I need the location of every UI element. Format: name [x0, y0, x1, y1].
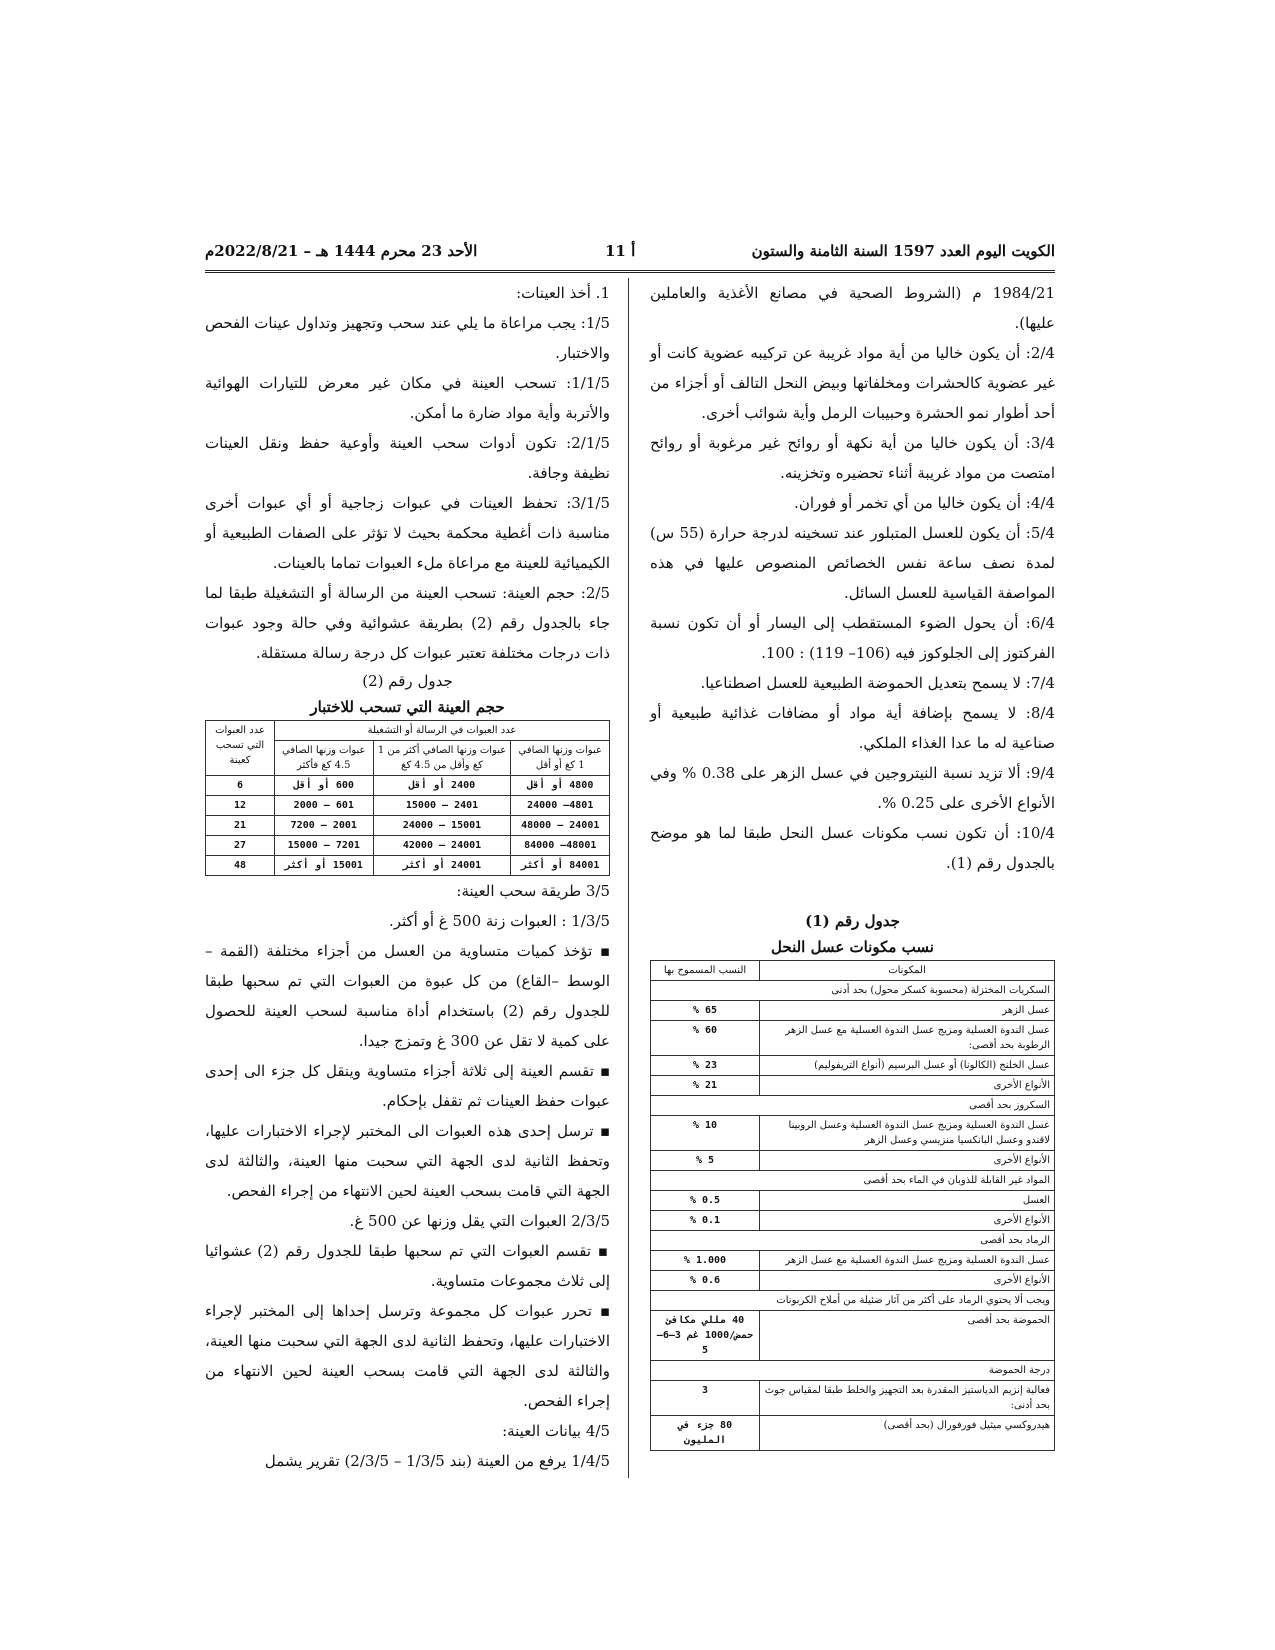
table1-component-cell: عسل الخلنج (الكالونا) أو عسل البرسيم (أنواع التريفوليم): [760, 1056, 1055, 1076]
table2-cell: 24001 – 48000: [511, 816, 610, 836]
paragraph: 1/1/5: تسحب العينة في مكان غير معرض للتيارات الهوائية والأتربة وأية مواد ضارة ما أمكن.: [205, 374, 610, 422]
header-rule: [205, 270, 1055, 273]
table1-allowed-cell: 0.6 %: [651, 1271, 760, 1291]
paragraph: 3/4: أن يكون خاليا من أية نكهة أو روائح غير مرغوبة أو روائح امتصت من مواد غريبة أثناء تحضيره وتخزينه.: [650, 434, 1055, 482]
paragraph: 3/1/5: تحفظ العينات في عبوات زجاجية أو أي عبوات أخرى مناسبة ذات أغطية محكمة بحيث لا تؤثر على الصفات الطبيعية أو الكيميائية للعينة مع مراعاة ملء العبوات تماما بالعينات.: [205, 494, 610, 572]
table2-cell: 15001 أو أكثر: [275, 856, 374, 876]
left-column: [205, 278, 610, 1476]
table2-cell: 84001 أو أكثر: [511, 856, 610, 876]
table-row: [651, 1021, 1055, 1056]
table1-honey-components: [650, 960, 1055, 1451]
paragraph: 7/4: لا يسمح بتعديل الحموضة الطبيعية للعسل اصطناعيا.: [700, 674, 1055, 692]
header-date: الأحد 23 محرم 1444 هـ – 2022/8/21م: [205, 242, 478, 260]
table1-allowed-cell: 23 %: [651, 1056, 760, 1076]
table-row: [651, 1211, 1055, 1231]
table2-cell: 24001 – 42000: [373, 836, 511, 856]
paragraph: ▪ تقسم العبوات التي تم سحبها طبقا للجدول رقم (2) عشوائيا إلى ثلاث مجموعات متساوية.: [205, 1242, 610, 1290]
table1-allowed-cell: 80 جزء في المليون: [651, 1416, 760, 1451]
table2-cell: 15001 – 24000: [373, 816, 511, 836]
right-column: [650, 278, 1055, 1451]
table1-title: نسب مكونات عسل النحل: [771, 938, 934, 956]
page-header: [205, 238, 1055, 268]
table2-cell: 27: [206, 836, 275, 856]
table1-component-cell: الأنواع الأخرى: [760, 1076, 1055, 1096]
table2-cell: 2001 – 7200: [275, 816, 374, 836]
table-row: [206, 836, 610, 856]
table1-component-cell: عسل الندوة العسلية ومزيج عسل الندوة العسلية وعسل الروبينا لاقندو وعسل البانكسيا منزيسي وعسل الزهر: [760, 1116, 1055, 1151]
table2-head-c1: عبوات وزنها الصافي 1 كغ أو أقل: [511, 741, 610, 776]
table1-component-cell: الأنواع الأخرى: [760, 1271, 1055, 1291]
table1-component-cell: الأنواع الأخرى: [760, 1211, 1055, 1231]
table-row: [651, 1001, 1055, 1021]
table2-sample-size: [205, 720, 610, 876]
paragraph: 1/5: يجب مراعاة ما يلي عند سحب وتجهيز وتداول عينات الفحص والاختبار.: [205, 314, 610, 362]
table-row: [206, 856, 610, 876]
table1-section-label: الرماد بحد أقصى: [651, 1231, 1055, 1251]
paragraph: ▪ تحرر عبوات كل مجموعة وترسل إحداها إلى المختبر لإجراء الاختبارات عليها، وتحفظ الثانية لدى الجهة التي سحبت منها العينة، والثالثة لدى الجهة التي قامت بسحب العينة لحين الانتهاء من إجراء الفحص.: [205, 1302, 610, 1410]
table1-component-cell: الأنواع الأخرى: [760, 1151, 1055, 1171]
table-row: [651, 1416, 1055, 1451]
table1-section-label: السكريات المختزلة (محسوبة كسكر محول) بحد أدنى: [651, 981, 1055, 1001]
table2-cell: 21: [206, 816, 275, 836]
table-row: [206, 816, 610, 836]
table1-caption: جدول رقم (1): [805, 912, 900, 930]
paragraph: ▪ تقسم العينة إلى ثلاثة أجزاء متساوية وينقل كل جزء الى إحدى عبوات حفظ العينات ثم تقفل بإحكام.: [205, 1062, 610, 1110]
table-row: [651, 1291, 1055, 1311]
table-row: [651, 1191, 1055, 1211]
table-row: [651, 1361, 1055, 1381]
table2-head-c3: عبوات وزنها الصافي 4.5 كغ فأكثر: [275, 741, 374, 776]
table-row: [206, 796, 610, 816]
table-row: [651, 1271, 1055, 1291]
table-row: [651, 1116, 1055, 1151]
left-column-text-bottom: [205, 876, 610, 1476]
paragraph: 6/4: أن يحول الضوء المستقطب إلى اليسار أو أن تكون نسبة الفركتوز إلى الجلوكوز فيه (106– 119) : 100.: [650, 614, 1055, 662]
table1-section-label: درجة الحموضة: [651, 1361, 1055, 1381]
table1-allowed-cell: 0.1 %: [651, 1211, 760, 1231]
table1-component-cell: فعالية إنزيم الدياستيز المقدرة بعد التجهيز والخلط طبقا لمقياس جوث بحد أدنى:: [760, 1381, 1055, 1416]
paragraph: 4/4: أن يكون خاليا من أي تخمر أو فوران.: [794, 494, 1055, 512]
paragraph: 5/4: أن يكون للعسل المتبلور عند تسخينه لدرجة حرارة (55 س) لمدة نصف ساعة نفس الخصائص المنصوص عليها في هذه المواصفة القياسية للعسل السائل.: [650, 524, 1055, 602]
table1-head-allowed: النسب المسموح بها: [651, 961, 760, 981]
document-page: [205, 238, 1055, 1478]
table2-cell: 6: [206, 776, 275, 796]
table-row: [651, 1151, 1055, 1171]
table1-section-label: السكروز بحد أقصى: [651, 1096, 1055, 1116]
left-column-text-top: [205, 278, 610, 668]
table-row: [651, 1096, 1055, 1116]
table2-cell: 12: [206, 796, 275, 816]
paragraph: 2/5: حجم العينة: تسحب العينة من الرسالة أو التشغيلة طبقا لما جاء بالجدول رقم (2) بطريقة عشوائية وفي حالة وجود عبوات ذات درجات مختلفة تعتبر عبوات كل درجة رسالة مستقلة.: [205, 584, 610, 662]
table1-allowed-cell: 10 %: [651, 1116, 760, 1151]
table1-component-cell: العسل: [760, 1191, 1055, 1211]
table2-title: حجم العينة التي تسحب للاختبار: [310, 698, 505, 716]
table2-cell: 601 – 2000: [275, 796, 374, 816]
table2-cell: 48001– 84000: [511, 836, 610, 856]
table1-component-cell: عسل الزهر: [760, 1001, 1055, 1021]
table1-allowed-cell: 40 مللي مكافئ حمض/1000 غم 3–6–5: [651, 1311, 760, 1361]
table1-section-label: المواد غير القابلة للذوبان في الماء بحد أقصى: [651, 1171, 1055, 1191]
right-column-text: [650, 278, 1055, 878]
paragraph: 2/4: أن يكون خاليا من أية مواد غريبة عن تركيبه عضوية كانت أو غير عضوية كالحشرات ومخلفاتها وبيض النحل التالف أو أجزاء من أحد أطوار نمو الحشرة وحبيبات الرمل وأية شوائب أخرى.: [650, 344, 1055, 422]
table-row: [651, 1251, 1055, 1271]
table-row: [206, 776, 610, 796]
table2-cell: 2401 – 15000: [373, 796, 511, 816]
table2-cell: 4800 أو أقل: [511, 776, 610, 796]
table2-cell: 4801– 24000: [511, 796, 610, 816]
table-row: [651, 1056, 1055, 1076]
table1-allowed-cell: 5 %: [651, 1151, 760, 1171]
table1-allowed-cell: 65 %: [651, 1001, 760, 1021]
table-row: [651, 1311, 1055, 1361]
paragraph: 2/1/5: تكون أدوات سحب العينة وأوعية حفظ ونقل العينات نظيفة وجافة.: [205, 434, 610, 482]
paragraph: 3/5 طريقة سحب العينة:: [456, 882, 610, 900]
table2-head-group: عدد العبوات في الرسالة أو التشغيلة: [275, 721, 610, 741]
paragraph: 1. أخذ العينات:: [516, 284, 610, 302]
column-divider: [628, 278, 629, 1478]
table1-head-component: المكونات: [760, 961, 1055, 981]
table2-cell: 7201 – 15000: [275, 836, 374, 856]
table2-head-count: عدد العبوات التي تسحب كعينة: [206, 721, 275, 776]
table1-section-label: ويجب ألا يحتوي الرماد على أكثر من آثار ضئيلة من أملاح الكربونات: [651, 1291, 1055, 1311]
paragraph: 1/4/5 يرفع من العينة (بند 1/3/5 – 2/3/5) تقرير يشمل: [264, 1452, 610, 1470]
table1-allowed-cell: 60 %: [651, 1021, 760, 1056]
paragraph: 9/4: ألا تزيد نسبة النيتروجين في عسل الزهر على 0.38 % وفي الأنواع الأخرى على 0.25 %.: [650, 764, 1055, 812]
paragraph: 1984/21 م (الشروط الصحية في مصانع الأغذية والعاملين عليها).: [650, 284, 1055, 332]
table2-head-c2: عبوات وزنها الصافي أكثر من 1 كغ وأقل من 4.5 كغ: [373, 741, 511, 776]
table2-cell: 48: [206, 856, 275, 876]
table-row: [651, 1381, 1055, 1416]
table-row: [651, 981, 1055, 1001]
paragraph: ▪ ترسل إحدى هذه العبوات الى المختبر لإجراء الاختبارات عليها، وتحفظ الثانية لدى الجهة التي سحبت منها العينة، والثالثة لدى الجهة التي قامت بسحب العينة لحين الانتهاء من إجراء الفحص.: [205, 1122, 610, 1200]
paragraph: 2/3/5 العبوات التي يقل وزنها عن 500 غ.: [349, 1212, 610, 1230]
paragraph: ▪ تؤخذ كميات متساوية من العسل من أجزاء مختلفة (القمة – الوسط –القاع) من كل عبوة من العبوات التي تم سحبها طبقا للجدول رقم (2) باستخدام أداة مناسبة لسحب العينة للحصول على كمية لا تقل عن 300 غ وتمزج جيدا.: [205, 942, 610, 1050]
table2-cell: 2400 أو أقل: [373, 776, 511, 796]
table-row: [651, 1076, 1055, 1096]
table1-component-cell: عسل الندوة العسلية ومزيج عسل الندوة العسلية مع عسل الزهر الرطوبة بحد أقصى:: [760, 1021, 1055, 1056]
table2-cell: 600 أو أقل: [275, 776, 374, 796]
table1-component-cell: عسل الندوة العسلية ومزيج عسل الندوة العسلية مع عسل الزهر: [760, 1251, 1055, 1271]
table1-allowed-cell: 0.5 %: [651, 1191, 760, 1211]
table1-allowed-cell: 1.000 %: [651, 1251, 760, 1271]
table1-allowed-cell: 21 %: [651, 1076, 760, 1096]
table2-caption: جدول رقم (2): [362, 672, 453, 690]
table2-cell: 24001 أو أكثر: [373, 856, 511, 876]
table1-allowed-cell: 3: [651, 1381, 760, 1416]
table-row: [651, 1231, 1055, 1251]
table1-component-cell: الحموضة بحد أقصى: [760, 1311, 1055, 1361]
paragraph: 8/4: لا يسمح بإضافة أية مواد أو مضافات غذائية طبيعية أو صناعية له ما عدا الغذاء الملكي.: [650, 704, 1055, 752]
paragraph: 10/4: أن تكون نسب مكونات عسل النحل طبقا لما هو موضح بالجدول رقم (1).: [650, 824, 1055, 872]
table1-component-cell: هيدروكسي ميثيل فورفورال (بحد أقصى): [760, 1416, 1055, 1451]
paragraph: 4/5 بيانات العينة:: [502, 1422, 610, 1440]
table-row: [651, 1171, 1055, 1191]
paragraph: 1/3/5 : العبوات زنة 500 غ أو أكثر.: [388, 912, 610, 930]
header-page-number: أ 11: [605, 242, 636, 260]
header-issue: الكويت اليوم العدد 1597 السنة الثامنة والستون: [751, 242, 1055, 260]
